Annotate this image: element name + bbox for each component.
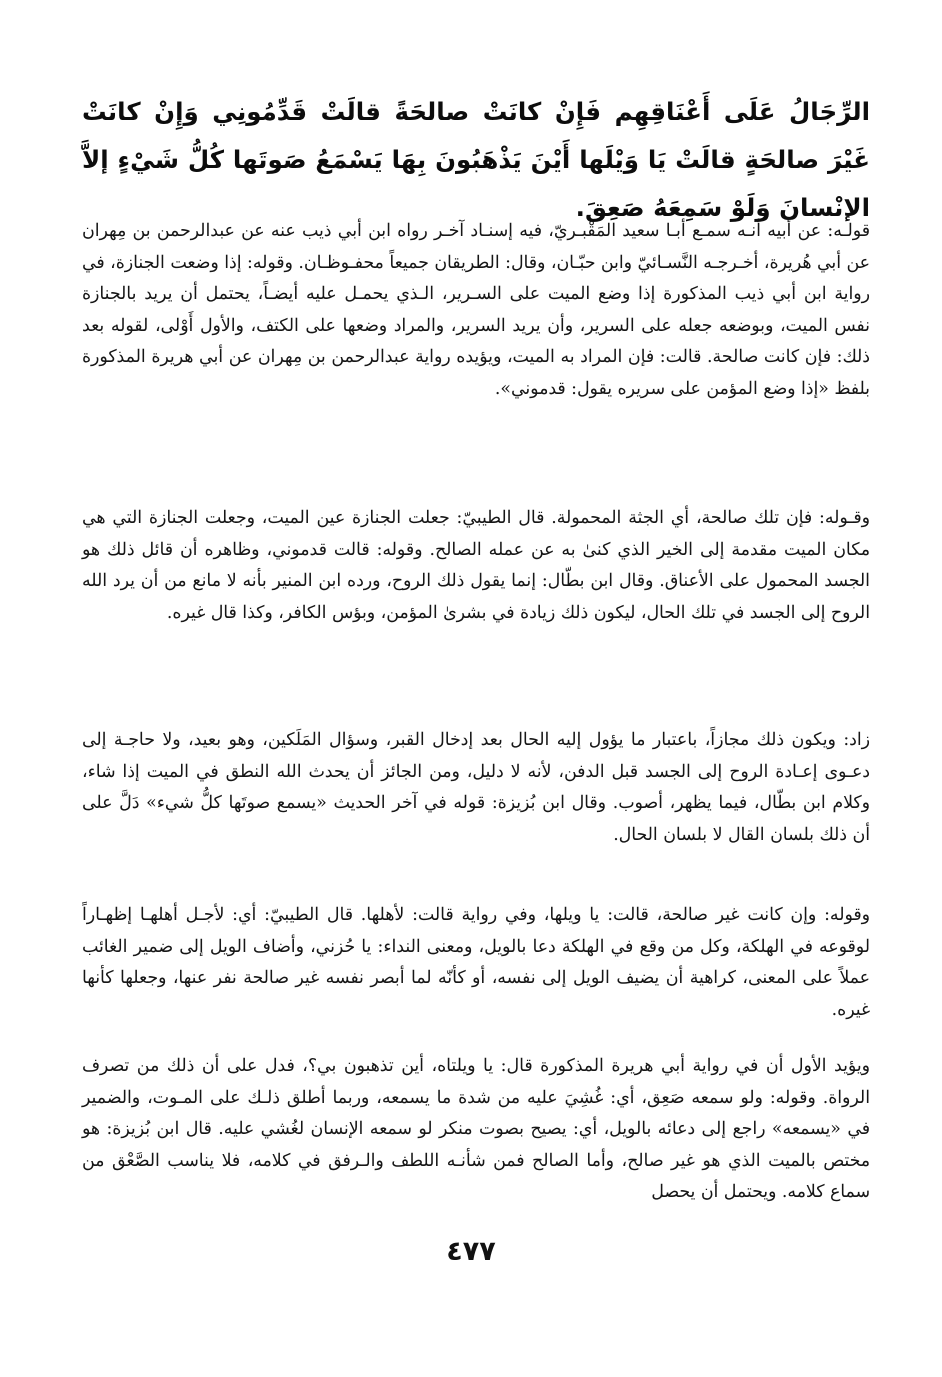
commentary-paragraph: وقـوله: فإن تلك صالحة، أي الجثة المحمولة. قال الطيبيّ: جعلت الجنازة عين الميت، وجعلت الجنازة التي هي مكان الميت مقدمة إلى الخير الذي كنىٰ به عن عمله الصالح. وقوله: قالت قدموني، وظاهره أن قائل ذلك هو الجسد المحمول على الأعناق. وقال ابن بطّال: إنما يقول ذلك الروح، ورده ابن المنير بأنه لا مانع من أن يرد الله الروح إلى الجسد في تلك الحال، ليكون ذلك زيادة في بشرىٰ المؤمن، وبؤس الكافر، وكذا قال غيره. xyxy=(82,508,870,623)
commentary-paragraph: وقوله: وإن كانت غير صالحة، قالت: يا ويلها، وفي رواية قالت: لأهلها. قال الطيبيّ: أي: لأجـل أهلهـا إظهـاراً لوقوعه في الهلكة، وكل من وقع في الهلكة دعا بالويل، ومعنى النداء: يا حُزني، وأضاف الويل إلى ضمير الغائب عملاً على المعنى، كراهية أن يضيف الويل إلى نفسه، أو كأنّه لما أبصر نفسه غير صالحة نفر عنها، وجعلها كأنها غيره. xyxy=(82,905,870,1020)
page-number: ٤٧٧ xyxy=(446,1236,496,1267)
commentary-paragraph: ويؤيد الأول أن في رواية أبي هريرة المذكورة قال: يا ويلتاه، أين تذهبون بي؟، فدل على أن ذلك من تصرف الرواة. وقوله: ولو سمعه صَعِق، أي: غُشِيَ عليه من شدة ما يسمعه، وربما أطلق ذلـك على المـوت، والضمير في «يسمعه» راجع إلى دعائه بالويل، أي: يصيح بصوت منكر لو سمعه الإنسان لغُشي عليه. قال ابن بُزيزة: هو مختص بالميت الذي هو غير صالح، وأما الصالح فمن شأنـه اللطف والـرفق في كلامه، فلا يناسب الصَّعْق من سماع كلامه. ويحتمل أن يحصل xyxy=(82,1056,870,1203)
commentary-paragraph: زاد: ويكون ذلك مجازاً، باعتبار ما يؤول إليه الحال بعد إدخال القبر، وسؤال المَلَكين، وهو بعيد، ولا حاجـة إلى دعـوى إعـادة الروح إلى الجسد قبل الدفن، لأنه لا دليل، ومن الجائز أن يحدث الله النطق في الميت إذا شاء، وكلام ابن بطّال، فيما يظهر، أصوب. وقال ابن بُزيزة: قوله في آخر الحديث «يسمع صوتَها كلُّ شيء» دَلَّ على أن ذلك بلسان القال لا بلسان الحال. xyxy=(82,730,870,845)
commentary-paragraph: قولـه: عن أبيه أنـه سمـع أبـا سعيد المَقْبـريّ، فيه إسنـاد آخـر رواه ابن أبي ذيب عنه عن عبدالرحمن بن مِهران عن أبي هُريرة، أخـرجـه النَّسـائيّ وابن حبّـان، وقال: الطريقان جميعاً محفـوظـان. وقوله: إذا وضعت الجنازة، في رواية ابن أبي ذيب المذكورة إذا وضع الميت على السـرير، الـذي يحمـل عليه أيضـاً، يحتمل أن يريد بالجنازة نفس الميت، وبوضعه جعله على السرير، وأن يريد السرير، والمراد وضعها على الكتف، والأول أَوْلى، لقوله بعد ذلك: فإن كانت صالحة. قالت: فإن المراد به الميت، ويؤيده رواية عبدالرحمن بن مِهران عن أبي هريرة المذكورة بلفظ «إذا وضع المؤمن على سريره يقول: قدموني». xyxy=(82,221,870,399)
hadith-text: الرِّجَالُ عَلَى أَعْنَاقِهِم فَإِنْ كانَتْ صالحَةً قالَتْ قَدِّمُونِي وَإِنْ كانَتْ غَيْرَ صالحَةٍ قالَتْ يَا وَيْلَها أَيْنَ يَذْهَبُونَ بِهَا يَسْمَعُ صَوتَها كُلُّ شَيْءٍ إلاَّ الإنْسانَ وَلَوْ سَمِعَهُ صَعِقَ. xyxy=(82,97,870,222)
page-content xyxy=(82,88,870,1203)
